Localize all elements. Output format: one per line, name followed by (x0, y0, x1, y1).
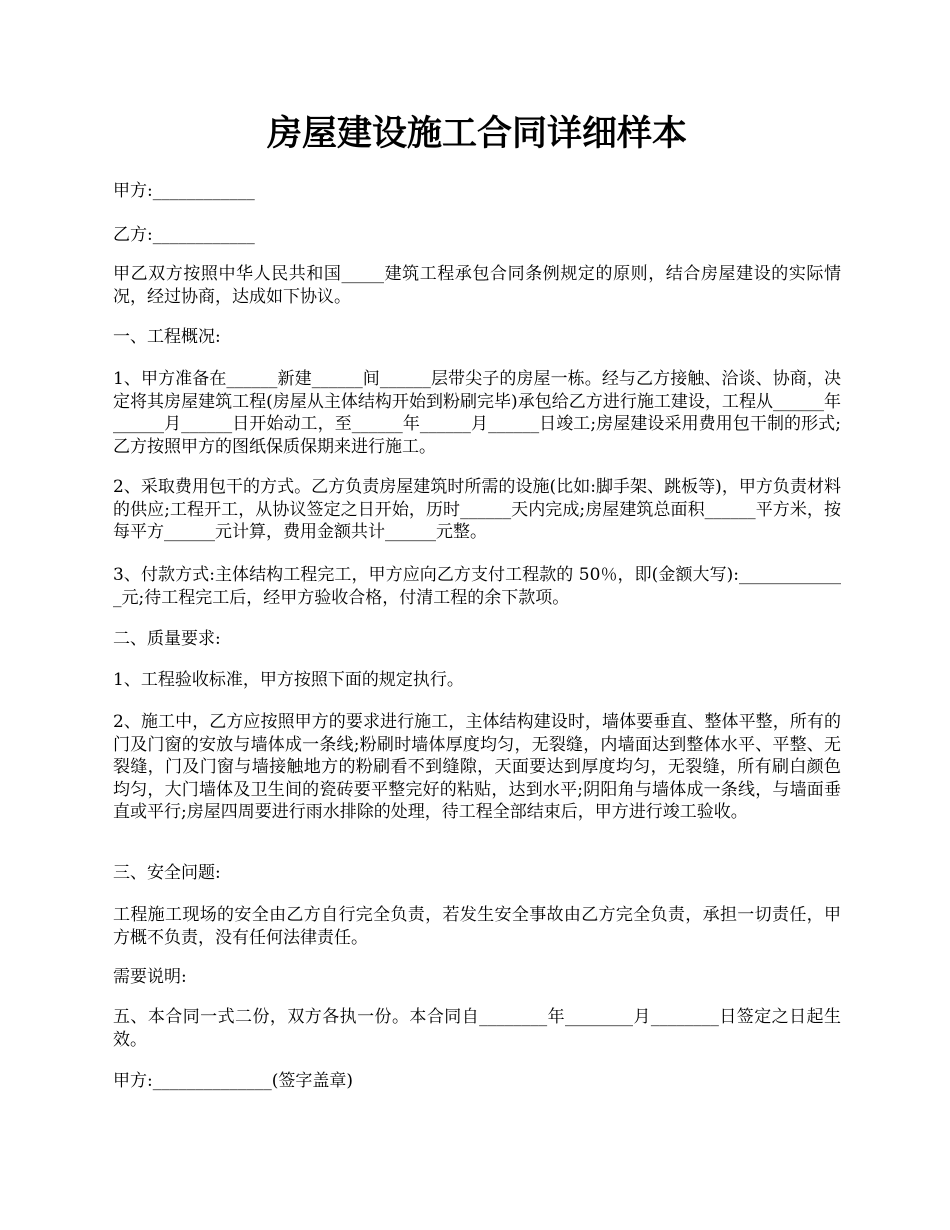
clause-1-project-details: 1、甲方准备在______新建______间______层带尖子的房屋一栋。经与乙方接触、洽谈、协商，决定将其房屋建筑工程(房屋从主体结构开始到粉刷完毕)承包给乙方进行施工建设，工程从______年______月______日开始动工，至______年______月______日竣工;房屋建设采用费用包干制的形式;乙方按照甲方的图纸保质保期来进行施工。 (113, 369, 841, 457)
safety-paragraph: 工程施工现场的安全由乙方自行完全负责，若发生安全事故由乙方完全负责，承担一切责任，甲方概不负责，没有任何法律责任。 (113, 905, 841, 948)
clause-5-contract-validity: 五、本合同一式二份，双方各执一份。本合同自________年________月________日签定之日起生效。 (113, 1007, 841, 1050)
clause-3-payment-method: 3、付款方式:主体结构工程完工，甲方应向乙方支付工程款的 50％，即(金额大写):_____________元;待工程完工后，经甲方验收合格，付清工程的余下款项。 (113, 565, 841, 608)
section-heading-project-overview: 一、工程概况: (113, 327, 221, 347)
quality-clause-2-construction-requirements: 2、施工中，乙方应按照甲方的要求进行施工，主体结构建设时，墙体要垂直、整体平整，所有的门及门窗的安放与墙体成一条线;粉刷时墙体厚度均匀，无裂缝，内墙面达到整体水平、平整、无裂缝，门及门窗与墙接触地方的粉刷看不到缝隙，天面要达到厚度均匀，无裂缝，所有刷白颜色均匀，大门墙体及卫生间的瓷砖要平整完好的粘贴，达到水平;阴阳角与墙体成一条线，与墙面垂直或平行;房屋四周要进行雨水排除的处理，待工程全部结束后，甲方进行竣工验收。 (113, 712, 841, 822)
notes-heading: 需要说明: (113, 967, 187, 987)
preamble-paragraph: 甲乙双方按照中华人民共和国_____建筑工程承包合同条例规定的原则，结合房屋建设的实际情况，经过协商，达成如下协议。 (113, 264, 841, 307)
clause-2-cost-lump-sum: 2、采取费用包干的方式。乙方负责房屋建筑时所需的设施(比如:脚手架、跳板等)，甲方负责材料的供应;工程开工，从协议签定之日开始，历时______天内完成;房屋建筑总面积______平方米，按每平方______元计算，费用金额共计______元整。 (113, 477, 841, 542)
quality-clause-1-acceptance-standard: 1、工程验收标准，甲方按照下面的规定执行。 (113, 670, 464, 690)
party-a-line: 甲方:____________ (113, 181, 255, 201)
section-heading-quality-requirements: 二、质量要求: (113, 629, 221, 649)
section-heading-safety: 三、安全问题: (113, 863, 221, 883)
party-b-line: 乙方:____________ (113, 225, 255, 245)
document-title: 房屋建设施工合同详细样本 (266, 113, 687, 154)
party-a-signature-line: 甲方:______________(签字盖章) (113, 1071, 353, 1091)
